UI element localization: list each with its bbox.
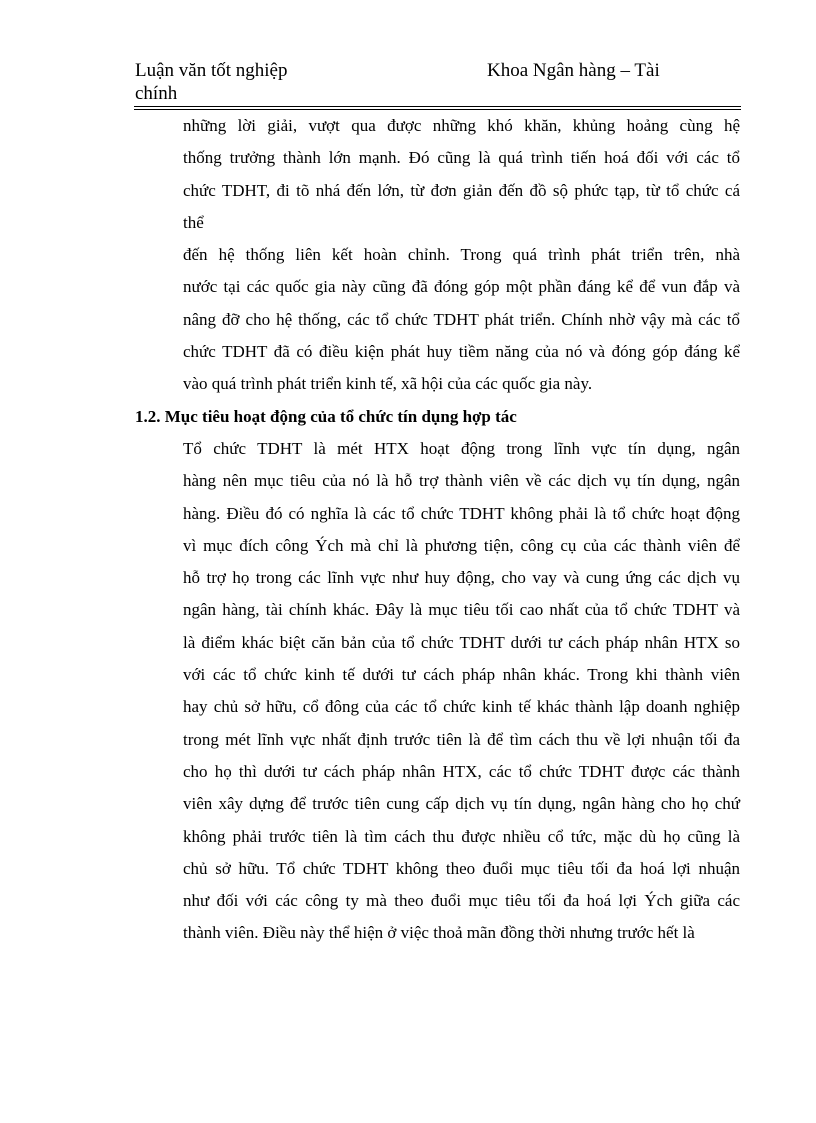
text-line: chủ sở hữu. Tổ chức TDHT không theo đuổi mục tiêu tối đa hoá lợi nhuận bbox=[183, 858, 740, 878]
text-line: hỗ trợ họ trong các lĩnh vực như huy động, cho vay và cung ứng các dịch vụ bbox=[183, 568, 740, 588]
text-line: ngân hàng, tài chính khác. Đây là mục tiêu tối cao nhất của tổ chức TDHT và bbox=[183, 600, 740, 620]
text-line: đến hệ thống liên kết hoàn chỉnh. Trong quá trình phát triển trên, nhà bbox=[183, 245, 740, 265]
document-body bbox=[135, 110, 740, 950]
header-rule-top bbox=[134, 106, 741, 107]
text-line: trong mét lĩnh vực nhất định trước tiên là để tìm cách thu về lợi nhuận tối đa bbox=[183, 729, 740, 749]
text-line: hàng. Điều đó có nghĩa là các tổ chức TDHT không phải là tổ chức hoạt động bbox=[183, 503, 740, 523]
text-line: viên xây dựng để trước tiên cung cấp dịch vụ tín dụng, ngân hàng cho họ chứ bbox=[183, 794, 740, 814]
text-line: là điểm khác biệt căn bản của tổ chức TDHT dưới tư cách pháp nhân HTX so bbox=[183, 632, 740, 652]
text-line: cho họ thì dưới tư cách pháp nhân HTX, các tổ chức TDHT được các thành bbox=[183, 761, 740, 781]
text-line: chức TDHT đã có điều kiện phát huy tiềm năng của nó và đóng góp đáng kể bbox=[183, 342, 740, 362]
text-line: hàng nên mục tiêu của nó là hỗ trợ thành viên về các dịch vụ tín dụng, ngân bbox=[183, 471, 740, 491]
text-line: thành viên. Điều này thể hiện ở việc thoả mãn đồng thời nhưng trước hết là bbox=[183, 923, 695, 943]
text-line: chức TDHT, đi tõ nhá đến lớn, từ đơn giản đến đồ sộ phức tạp, từ tổ chức cá bbox=[183, 180, 740, 200]
header-thesis-label: Luận văn tốt nghiệp bbox=[135, 60, 288, 81]
section-heading: 1.2. Mục tiêu hoạt động của tổ chức tín dụng hợp tác bbox=[135, 406, 517, 426]
text-line: với các tổ chức kinh tế dưới tư cách pháp nhân khác. Trong khi thành viên bbox=[183, 665, 740, 685]
text-line: những lời giải, vượt qua được những khó khăn, khủng hoảng cùng hệ bbox=[183, 116, 740, 135]
text-line: thể bbox=[183, 212, 204, 232]
text-line: nâng đỡ cho hệ thống, các tổ chức TDHT phát triển. Chính nhờ vậy mà các tổ bbox=[183, 309, 740, 329]
text-line: thống trưởng thành lớn mạnh. Đó cũng là quá trình tiến hoá đối với các tổ bbox=[183, 148, 740, 168]
text-line: hay chủ sở hữu, cổ đông của các tổ chức kinh tế khác thành lập doanh nghiệp bbox=[183, 697, 740, 717]
text-line: nước tại các quốc gia này cũng đã đóng góp một phần đáng kể để vun đắp và bbox=[183, 277, 740, 297]
text-line: như đối với các công ty mà theo đuổi mục tiêu tối đa hoá lợi Ých giữa các bbox=[183, 891, 740, 911]
text-line: Tổ chức TDHT là mét HTX hoạt động trong lĩnh vực tín dụng, ngân bbox=[183, 438, 740, 458]
header-faculty-label-wrap: chính bbox=[135, 83, 178, 104]
text-line: không phải trước tiên là tìm cách thu được nhiều cổ tức, mặc dù họ cũng là bbox=[183, 826, 740, 846]
text-line: vì mục đích công Ých mà chỉ là phương tiện, công cụ của các thành viên để bbox=[183, 535, 740, 555]
header-faculty-label: Khoa Ngân hàng – Tài bbox=[487, 60, 660, 81]
text-line: vào quá trình phát triển kinh tế, xã hội của các quốc gia này. bbox=[183, 374, 593, 394]
